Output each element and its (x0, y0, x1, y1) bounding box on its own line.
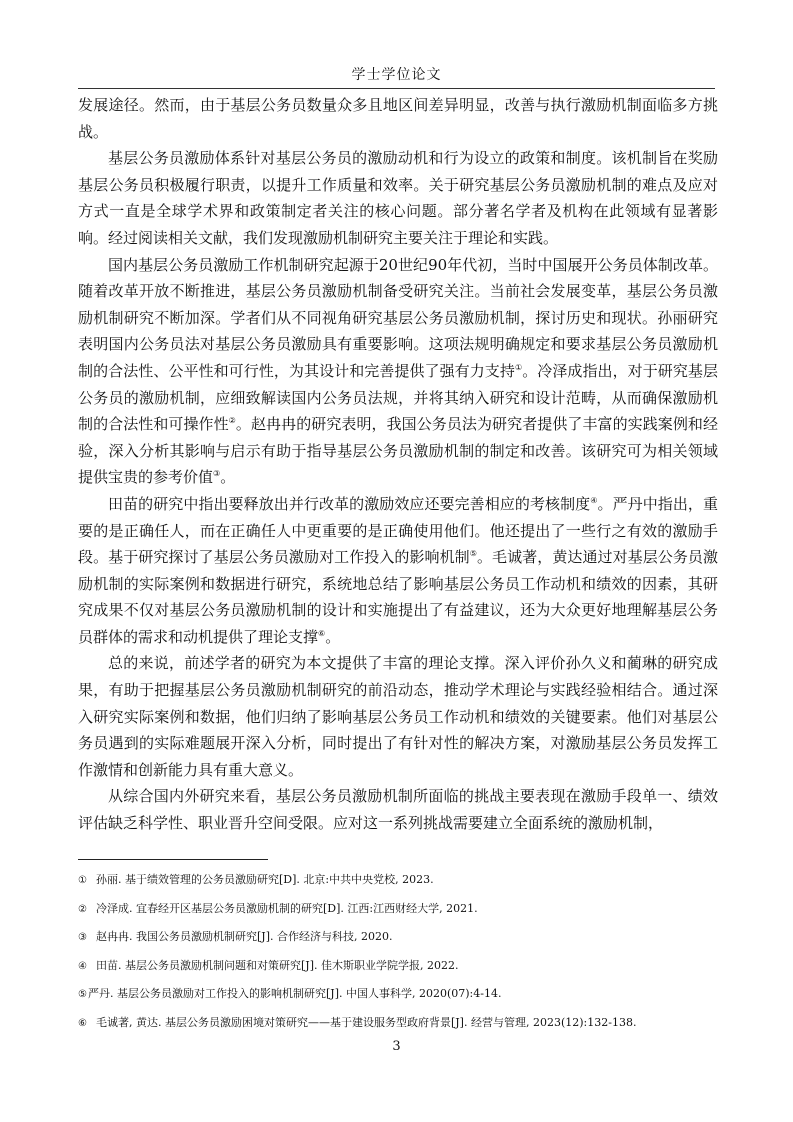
paragraph-text: 。 (220, 468, 236, 487)
body-paragraph (78, 252, 718, 491)
footnote-reference: ⑥ (318, 628, 326, 638)
footnote-item (78, 930, 718, 944)
footnote-text: 赵冉冉. 我国公务员激励机制研究[J]. 合作经济与科技, 2020. (96, 930, 393, 944)
body-paragraph (78, 145, 718, 251)
footnote-item (78, 959, 718, 973)
page-number: 3 (392, 1039, 401, 1054)
footnote-text: 孙丽. 基于绩效管理的公务员激励研究[D]. 北京:中共中央党校, 2023. (96, 873, 434, 886)
footnote-reference: ② (228, 416, 236, 426)
paragraph-text: 。赵冉冉的研究表明，我国公务员法为研究者提供了丰富的实践案例和经验，深入分析其影响与启示有助于指导基层公务员激励机制的制定和改善。该研究可为相关领域提供宝贵的参考价值 (78, 415, 718, 487)
paragraph-text: 从综合国内外研究来看，基层公务员激励机制所面临的挑战主要表现在激励手段单一、绩效评估缺乏科学性、职业晋升空间受限。应对这一系列挑战需要建立全面系统的激励机制， (78, 787, 718, 833)
footnote-marker: ⑥ (78, 1017, 87, 1029)
body-paragraph (78, 491, 718, 651)
footnote-text: 严丹. 基层公务员激励对工作投入的影响机制研究[J]. 中国人事科学, 2020(07):4-14. (88, 987, 502, 1001)
footnote-reference: ③ (213, 469, 221, 479)
footnote-marker: ② (78, 903, 87, 915)
body-paragraph (78, 92, 718, 145)
body-paragraph (78, 783, 718, 836)
paragraph-text: 。冷泽成指出，对于研究基层公务员的激励机制，应细致解读国内公务员法规，并将其纳入研究和设计范畴，从而确保激励机制的合法性和可操作性 (78, 361, 718, 434)
footnote-text: 毛诚著, 黄达. 基层公务员激励困境对策研究——基于建设服务型政府背景[J]. 经营与管理, 2023(12):132-138. (96, 1015, 637, 1029)
paragraph-text: 田苗的研究中指出要释放出并行改革的激励效应还要完善相应的考核制度 (108, 494, 591, 513)
footnote-separator (78, 859, 268, 860)
paragraph-text: 。毛诚著，黄达通过对基层公务员激励机制的实际案例和数据进行研究，系统地总结了影响基层公务员工作动机和绩效的因素，其研究成果不仅对基层公务员激励机制的设计和实施提出了有益建议，还为大众更好地理解基层公务员群体的需求和动机提供了理论支撑 (78, 548, 718, 646)
footnote-item (78, 987, 718, 1001)
footnote-item (78, 902, 718, 916)
paragraph-text: 发展途径。然而，由于基层公务员数量众多且地区间差异明显，改善与执行激励机制面临多方挑战。 (78, 96, 718, 141)
footnote-reference: ⑤ (469, 549, 477, 559)
body-text (78, 92, 718, 837)
footnote-marker: ④ (78, 960, 87, 972)
paragraph-text: 基层公务员激励体系针对基层公务员的激励动机和行为设立的政策和制度。该机制旨在奖励基层公务员积极履行职责，以提升工作质量和效率。关于研究基层公务员激励机制的难点及应对方式一直是全球学术界和政策制定者关注的核心问题。部分著名学者及机构在此领域有显著影响。经过阅读相关文献，我们发现激励机制研究主要关注于理论和实践。 (78, 149, 718, 247)
footnote-marker: ① (78, 875, 87, 886)
footnote-item (78, 873, 718, 887)
header-rule (78, 88, 715, 89)
body-paragraph (78, 650, 718, 783)
paragraph-text: 国内基层公务员激励工作机制研究起源于20世纪90年代初，当时中国展开公务员体制改革。随着改革开放不断推进，基层公务员激励机制备受研究关注。当前社会发展变革，基层公务员激励机制研究不断加深。学者们从不同视角研究基层公务员激励机制，探讨历史和现状。孙丽研究表明国内公务员法对基层公务员激励具有重要影响。这项法规明确规定和要求基层公务员激励机制的合法性、公平性和可行性，为其设计和完善提供了强有力支持 (78, 255, 718, 380)
footnote-reference: ④ (590, 495, 598, 505)
paragraph-text: 。 (325, 627, 341, 646)
footnote-text: 田苗. 基层公务员激励机制问题和对策研究[J]. 佳木斯职业学院学报, 2022. (96, 958, 459, 972)
footnote-marker: ⑤ (78, 989, 87, 1001)
running-header: 学士学位论文 (351, 67, 442, 83)
footnote-reference: ① (514, 362, 523, 372)
footnote-marker: ③ (78, 932, 87, 944)
footnote-item (78, 1016, 718, 1030)
footnotes (78, 873, 718, 1045)
paragraph-text: 。严丹中指出，重要的是正确任人，而在正确任人中更重要的是正确使用他们。他还提出了一些行之有效的激励手段。基于研究探讨了基层公务员激励对工作投入的影响机制 (78, 494, 718, 567)
footnote-text: 冷泽成. 宜春经开区基层公务员激励机制的研究[D]. 江西:江西财经大学, 2021. (96, 901, 478, 915)
paragraph-text: 总的来说，前述学者的研究为本文提供了丰富的理论支撑。深入评价孙久义和蔺琳的研究成果，有助于把握基层公务员激励机制研究的前沿动态，推动学术理论与实践经验相结合。通过深入研究实际案例和数据，他们归纳了影响基层公务员工作动机和绩效的关键要素。他们对基层公务员遇到的实际难题展开深入分析，同时提出了有针对性的解决方案，对激励基层公务员发挥工作激情和创新能力具有重大意义。 (78, 654, 718, 779)
